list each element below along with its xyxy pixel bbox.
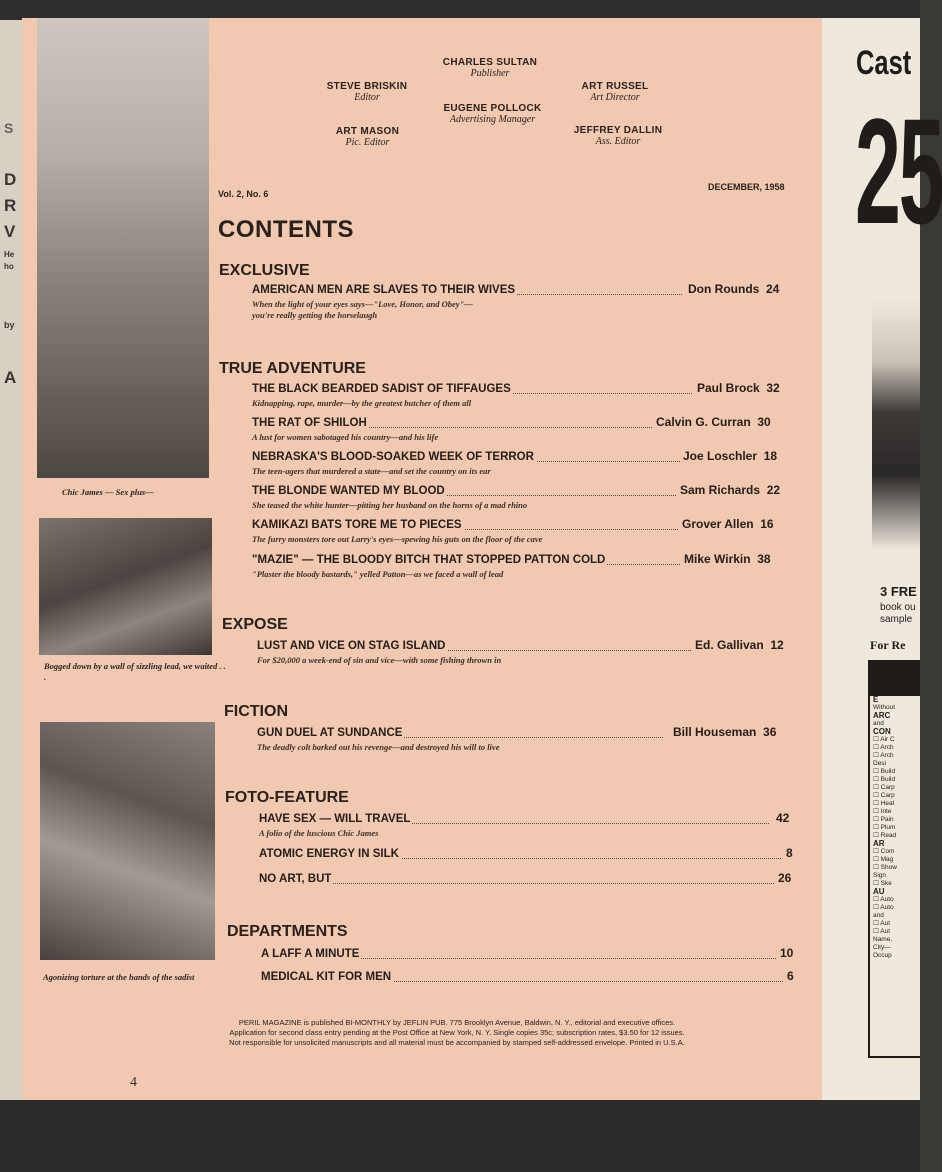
entry-author-page — [681, 552, 771, 566]
section-heading-expose: EXPOSE — [222, 616, 288, 633]
entry-description: A folio of the luscious Chic James — [259, 828, 379, 838]
entry-author: Paul Brock — [697, 381, 760, 395]
entry-author: Bill Houseman — [673, 725, 757, 739]
toc-entry — [261, 971, 796, 1005]
entry-description: She teased the white hunter—pitting her husband on the horns of a mad rhino — [252, 500, 528, 510]
staff-name: JEFFREY DALLIN — [573, 125, 663, 136]
staff-name: EUGENE POLLOCK — [443, 103, 542, 114]
entry-page: 18 — [763, 449, 778, 463]
staff-role: Advertising Manager — [449, 114, 536, 125]
staff-publisher — [410, 57, 570, 79]
ad-form-line: ☐ Air C — [873, 736, 895, 743]
ad-form-line: E — [873, 695, 879, 704]
staff-name: CHARLES SULTAN — [442, 57, 538, 68]
entry-description-line2: you're really getting the horselaugh — [252, 310, 378, 320]
ad-form-line: Without — [873, 704, 896, 711]
photo1-caption: Chic James — Sex plus— — [62, 487, 154, 497]
entry-title: HAVE SEX — WILL TRAVEL — [259, 813, 411, 825]
entry-author-page — [670, 725, 776, 739]
photo-torture-scene — [40, 722, 215, 960]
photo2-caption: Bogged down by a wall of sizzling lead, we waited . . . — [44, 661, 226, 682]
ad-form-line: ☐ Pain — [873, 816, 894, 823]
section-heading-departments: DEPARTMENTS — [227, 923, 348, 940]
entry-page: 36 — [763, 725, 777, 739]
photo3-caption: Agonizing torture at the hands of the sadist — [43, 972, 195, 982]
top-edge — [0, 0, 920, 20]
entry-page: 38 — [757, 552, 771, 566]
entry-title: GUN DUEL AT SUNDANCE — [257, 727, 403, 739]
left-strip-char: R — [4, 196, 17, 215]
staff-ass-editor — [548, 125, 688, 147]
entry-title: A LAFF A MINUTE — [261, 948, 360, 960]
entry-author: Sam Richards — [680, 483, 761, 497]
ad-book-line: sample — [880, 614, 913, 625]
entry-author-page — [677, 483, 780, 497]
photo-chic-james — [37, 18, 209, 478]
page-number: 4 — [130, 1075, 137, 1090]
entry-page: 30 — [757, 415, 771, 429]
entry-title: THE BLACK BEARDED SADIST OF TIFFAUGES — [252, 383, 511, 395]
ad-form-line: ☐ Arch — [873, 752, 894, 759]
contents-title: CONTENTS — [218, 216, 354, 243]
staff-role: Publisher — [470, 68, 510, 79]
entry-title: MEDICAL KIT FOR MEN — [261, 971, 392, 983]
ad-free-fragment: 3 FRE — [880, 584, 917, 599]
ad-form-line: ☐ Show — [873, 864, 897, 871]
entry-author: Mike Wirkin — [684, 552, 751, 566]
toc-entry — [252, 554, 792, 588]
ad-form-line: ☐ Heat — [873, 800, 895, 807]
entry-author-page — [680, 449, 777, 463]
toc-entry — [252, 417, 792, 451]
ad-form-line: ☐ Mag — [873, 856, 894, 863]
entry-page: 16 — [760, 517, 774, 531]
entry-page: 24 — [766, 282, 780, 296]
entry-author: Grover Allen — [682, 517, 754, 531]
ad-headline-fragment: Cast — [856, 44, 912, 82]
entry-description: Kidnapping, rape, murder—by the greatest butcher of them all — [252, 398, 472, 408]
ad-form-line: Desi — [873, 760, 887, 767]
toc-entry — [257, 727, 794, 761]
ad-for-res-fragment: For Re — [870, 638, 906, 652]
toc-entry — [259, 813, 794, 847]
left-strip-char: He — [4, 250, 15, 259]
ad-form-line: AU — [873, 887, 885, 896]
ad-form-line: ☐ Auto — [873, 896, 894, 903]
entry-author-page — [679, 517, 774, 531]
entry-author: Joe Loschler — [683, 449, 758, 463]
staff-role: Pic. Editor — [345, 137, 390, 148]
ad-form-line: ☐ Carp — [873, 784, 895, 791]
issue-volume: Vol. 2, No. 6 — [218, 189, 269, 199]
imprint-line: Not responsible for unsolicited manuscripts and all material must be accompanied by stamped self-addressed envelope. Printed in U.S.A. — [229, 1038, 685, 1047]
toc-entry — [259, 873, 794, 907]
entry-title: LUST AND VICE ON STAG ISLAND — [257, 640, 446, 652]
ad-form-line: ☐ Aut — [873, 920, 891, 927]
entry-page: 42 — [773, 811, 789, 825]
ad-form-line: ☐ Com — [873, 848, 895, 855]
entry-author: Ed. Gallivan — [695, 638, 764, 652]
imprint-line: PERIL MAGAZINE is published BI-MONTHLY by JEFLIN PUB. 775 Brooklyn Avenue, Baldwin, N. Y., editorial and executive offices. — [238, 1018, 676, 1027]
ad-form-line: and — [873, 720, 884, 727]
entry-author-page — [653, 415, 771, 429]
staff-pic-editor — [300, 126, 435, 148]
ad-form-line: ☐ Arch — [873, 744, 894, 751]
ad-man-illustration — [872, 300, 920, 550]
entry-description: A lust for women sabotaged his country—and his life — [252, 432, 439, 442]
imprint-line: Application for second class entry pending at the Post Office at New York, N. Y. Single copies 35c; subscription rates, $3.50 for 12 issues. — [229, 1028, 685, 1037]
ad-form-line: AR — [873, 839, 885, 848]
entry-title: NO ART, BUT — [259, 873, 332, 885]
toc-entry — [257, 640, 792, 674]
section-heading-foto-feature: FOTO-FEATURE — [225, 789, 349, 806]
dot-leader — [259, 883, 774, 884]
issue-date: DECEMBER, 1958 — [708, 182, 785, 192]
left-strip-char: ho — [4, 262, 14, 271]
entry-author-page — [685, 282, 779, 296]
photo-soldiers — [39, 518, 212, 655]
ad-form-line: ☐ Ske — [873, 880, 892, 887]
ad-form-line: ☐ Build — [873, 776, 896, 783]
entry-author: Calvin G. Curran — [656, 415, 751, 429]
entry-title: KAMIKAZI BATS TORE ME TO PIECES — [252, 519, 462, 531]
staff-advertising — [420, 103, 565, 125]
entry-author-page — [694, 381, 780, 395]
staff-name: STEVE BRISKIN — [326, 81, 408, 92]
staff-name: ART RUSSEL — [581, 81, 649, 92]
ad-form-line: ☐ Build — [873, 768, 896, 775]
entry-page: 10 — [777, 946, 793, 960]
entry-page: 32 — [766, 381, 780, 395]
ad-form-line: Name. — [873, 936, 893, 943]
ad-form-line: Occup — [873, 952, 892, 959]
ad-form-line: ☐ Aut — [873, 928, 891, 935]
toc-entry — [252, 519, 792, 553]
ad-order-form-fragment — [868, 696, 920, 1058]
staff-name: ART MASON — [335, 126, 400, 137]
ad-book-fragment — [880, 602, 916, 626]
section-heading-exclusive: EXCLUSIVE — [219, 262, 310, 279]
bottom-shadow — [0, 1100, 920, 1172]
staff-role: Ass. Editor — [595, 136, 641, 147]
ad-book-line: book ou — [880, 602, 916, 613]
left-strip-char: by — [4, 320, 15, 330]
entry-title: THE RAT OF SHILOH — [252, 417, 367, 429]
ad-form-line: Sign — [873, 872, 887, 879]
entry-description: "Plaster the bloody bastards," yelled Patton—as we faced a wall of lead — [252, 569, 504, 579]
staff-role: Art Director — [590, 92, 640, 103]
ad-form-line: ☐ Plum — [873, 824, 896, 831]
staff-role: Editor — [354, 92, 380, 103]
entry-description: The teen-agers that murdered a state—and set the country on its ear — [252, 466, 491, 476]
staff-editor — [292, 81, 442, 103]
ad-form-line: ARC — [873, 711, 891, 720]
entry-description: When the light of your eyes says—"Love, Honor, and Obey"— — [252, 299, 473, 309]
left-strip-char: A — [4, 368, 17, 387]
entry-title: ATOMIC ENERGY IN SILK — [259, 848, 399, 860]
left-strip-char: V — [4, 222, 16, 241]
entry-title: THE BLONDE WANTED MY BLOOD — [252, 485, 445, 497]
imprint-footer — [124, 1018, 790, 1048]
entry-page: 12 — [770, 638, 784, 652]
entry-author-page — [692, 638, 784, 652]
ad-form-line: ☐ Auto — [873, 904, 894, 911]
entry-description: For $20,000 a week-end of sin and vice—with some fishing thrown in — [257, 655, 502, 665]
ad-form-line: City— — [873, 944, 891, 951]
ad-form-line: CON — [873, 727, 891, 736]
entry-description: The deadly colt barked out his revenge—and destroyed his will to live — [257, 742, 500, 752]
entry-title: "MAZIE" — THE BLOODY BITCH THAT STOPPED PATTON COLD — [252, 554, 606, 566]
left-strip-char: S — [4, 120, 14, 136]
entry-page: 8 — [783, 846, 793, 860]
section-heading-true-adventure: TRUE ADVENTURE — [219, 360, 366, 377]
ad-form-line: ☐ Inte — [873, 808, 892, 815]
toc-entry — [252, 451, 792, 485]
left-strip-char: D — [4, 170, 17, 189]
entry-description: The furry monsters tore out Larry's eyes—spewing his guts on the floor of the cave — [252, 534, 543, 544]
entry-page: 22 — [766, 483, 781, 497]
ad-form-line: ☐ Carp — [873, 792, 895, 799]
toc-entry — [252, 284, 792, 318]
staff-art-director — [545, 81, 685, 103]
ad-form-line: ☐ Read — [873, 832, 897, 839]
toc-entry — [252, 485, 792, 519]
entry-page: 26 — [775, 871, 791, 885]
entry-page: 6 — [784, 969, 794, 983]
ad-big-number-fragment: 25 — [855, 87, 942, 255]
ad-black-bar — [868, 660, 920, 696]
ad-form-line: and — [873, 912, 884, 919]
section-heading-fiction: FICTION — [224, 703, 288, 720]
entry-title: NEBRASKA'S BLOOD-SOAKED WEEK OF TERROR — [252, 451, 534, 463]
entry-author: Don Rounds — [688, 282, 760, 296]
previous-page-edge — [0, 20, 22, 1110]
entry-title: AMERICAN MEN ARE SLAVES TO THEIR WIVES — [252, 284, 516, 296]
toc-entry — [252, 383, 792, 417]
